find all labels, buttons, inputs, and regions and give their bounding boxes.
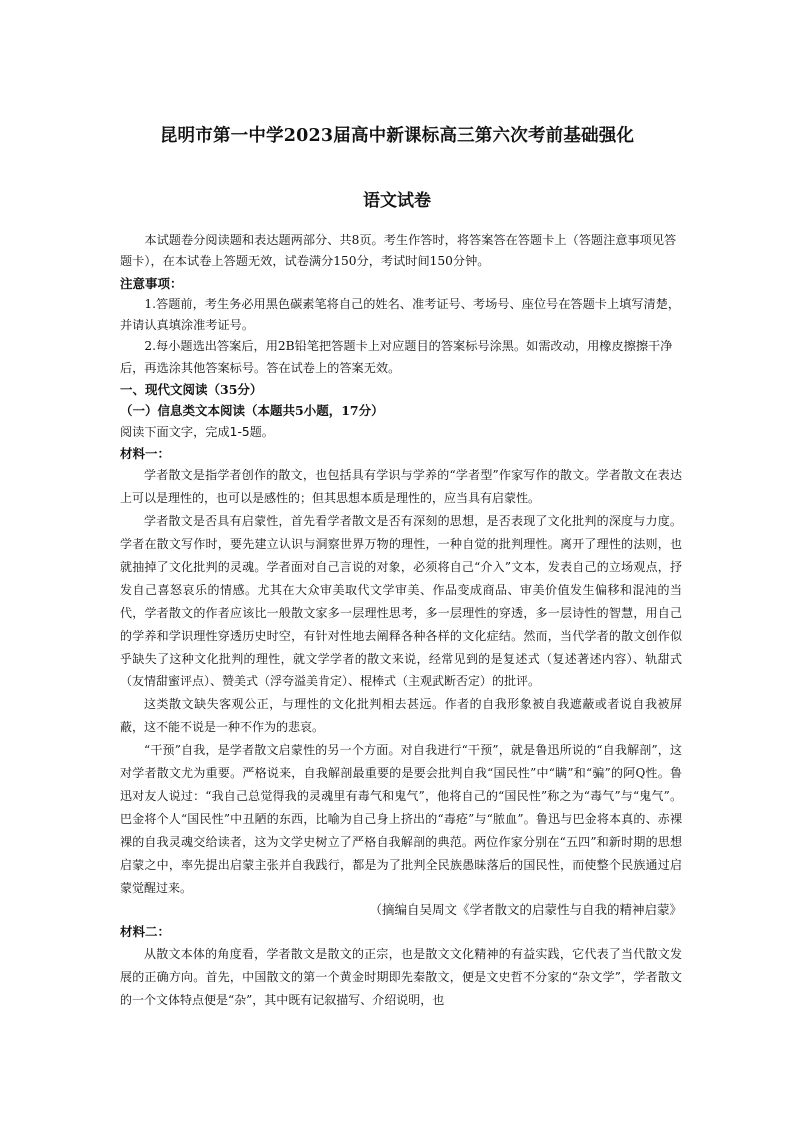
material-2-paragraph: 从散文本体的角度看，学者散文是散文的正宗，也是散文文化精神的有益实践，它代表了当代散文发展的正确方向。首先，中国散文的第一个黄金时期即先秦散文，便是文史哲不分家的“杂文学”，学者散文的一个文体特点便是“杂”，其中既有记叙描写、介绍说明，也: [120, 946, 682, 1007]
part-heading: 一、现代文阅读（35分）: [120, 382, 263, 398]
material-1-paragraph: 学者散文是否具有启蒙性，首先看学者散文是否有深刻的思想，是否表现了文化批判的深度与力度。学者在散文写作时，要先建立认识与洞察世界万物的理性，一种自觉的批判理性。离开了理性的法则，也就抽掉了文化批判的灵魂。学者面对自己言说的对象，必须将自己“介入”文本，发表自己的立场观点，抒发自己喜怒哀乐的情感。尤其在大众审美取代文学审美、作品变成商品、审美价值发生偏移和混沌的当代，学者散文的作者应该比一般散文家多一层理性思考，多一层理性的穿透，多一层诗性的智慧，用自己的学养和学识理性穿透历史时空，有针对性地去阐释各种各样的文化症结。然而，当代学者的散文创作似乎缺失了这种文化批判的理性，就文学学者的散文来说，经常见到的是复述式（复述著述内容）、轨甜式（友情甜蜜评点）、赞美式（浮夸溢美肯定）、棍棒式（主观武断否定）的批评。: [120, 514, 682, 689]
material-1-paragraph: “干预”自我，是学者散文启蒙性的另一个方面。对自我进行“干预”，就是鲁迅所说的“自我解剖”，这对学者散文尤为重要。严格说来，自我解剖最重要的是要会批判自我“国民性”中“瞒”和“骗”的阿Q性。鲁迅对友人说过：“我自己总觉得我的灵魂里有毒气和鬼气”，他将自己的“国民性”称之为“毒气”与“鬼气”。巴金将个人“国民性”中丑陋的东西，比喻为自己身上挤出的“毒疮”与“脓血”。鲁迅与巴金将本真的、赤裸裸的自我灵魂交给读者，这为文学史树立了严格自我解剖的典范。两位作家分别在“五四”和新时期的思想启蒙之中，率先提出启蒙主张并自我践行，都是为了批判全民族愚昧落后的国民性，而使整个民族通过启蒙觉醒过来。: [120, 743, 682, 895]
notice-item-2: 2.每小题选出答案后，用2B铅笔把答题卡上对应题目的答案标号涂黑。如需改动，用橡皮擦擦干净后，再选涂其他答案标号。答在试卷上的答案无效。: [120, 339, 673, 375]
material-1-paragraph: 学者散文是指学者创作的散文，也包括具有学识与学养的“学者型”作家写作的散文。学者散文在表达上可以是理性的，也可以是感性的；但其思想本质是理性的，应当具有启蒙性。: [120, 468, 682, 506]
material-1-source: （摘编自吴周文《学者散文的启蒙性与自我的精神启蒙》: [369, 902, 682, 918]
sub-heading: （一）信息类文本阅读（本题共5小题，17分）: [120, 403, 384, 419]
exam-subtitle: 语文试卷: [363, 191, 431, 211]
material-1-label: 材料一：: [120, 445, 171, 461]
material-1-paragraph: 这类散文缺失客观公正，与理性的文化批判相去甚远。作者的自我形象被自我遮蔽或者说自我被屏蔽，这不能不说是一种不作为的悲哀。: [120, 697, 682, 735]
material-2-label: 材料二：: [120, 924, 171, 940]
exam-title: 昆明市第一中学2023届高中新课标高三第六次考前基础强化: [159, 126, 635, 146]
notice-item-1: 1.答题前，考生务必用黑色碳素笔将自己的姓名、准考证号、考场号、座位号在答题卡上填写清楚，并请认真填涂准考证号。: [120, 296, 681, 333]
exam-body: [120, 230, 682, 1012]
intro-note: 本试题卷分阅读题和表达题两部分、共8页。考生作答时，将答案答在答题卡上（答题注意事项见答题卡），在本试卷上答题无效，试卷满分150分，考试时间150分钟。: [120, 233, 677, 269]
reading-instruction: 阅读下面文字，完成1-5题。: [120, 424, 274, 439]
notice-heading: 注意事项：: [120, 275, 183, 291]
